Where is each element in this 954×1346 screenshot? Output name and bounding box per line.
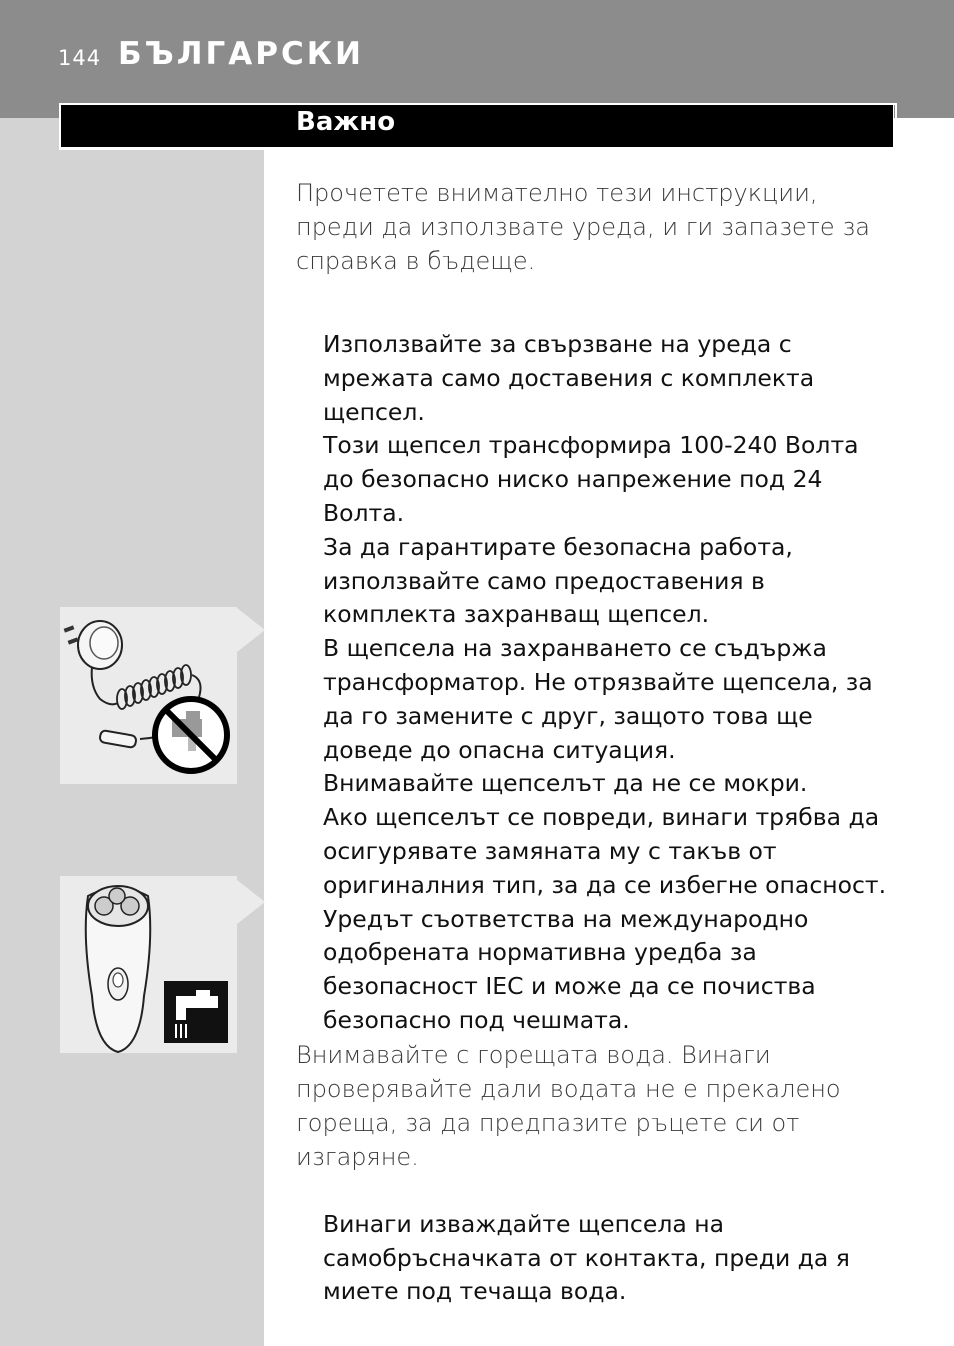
adapter-icon (60, 607, 237, 784)
list-item: Уредът съответства на международно одобрената нормативна уредба за безопасност IEC и може да се почиства безопасно под чешмата. (323, 904, 816, 1034)
list-item: Внимавайте щепселът да не се мокри. (323, 769, 808, 798)
illustration-pointer-2 (237, 880, 265, 924)
list-item: Този щепсел трансформира 100-240 Волта до безопасно ниско напрежение под 24 Волта. (323, 431, 859, 527)
list-item: В щепсела на захранването се съдържа трансформатор. Не отрязвайте щепсела, за да го замените с друг, защото това ще доведе до опасна ситуация. (323, 634, 873, 764)
warm-water-note: Внимавайте с горещата вода. Винаги проверявайте дали водата не е прекалено гореща, за да предпазите ръцете си от изгаряне. (296, 1040, 841, 1171)
adapter-no-water-illustration (60, 607, 237, 784)
shaver-tap-water-illustration (60, 876, 237, 1053)
safety-list-2 (296, 1208, 896, 1309)
page-number: 144 (58, 46, 102, 70)
shaver-icon (60, 876, 237, 1053)
list-item: За да гарантирате безопасна работа, използвайте само предоставения в комплекта захранващ щепсел. (323, 532, 793, 629)
language-title: БЪЛГАРСКИ (118, 36, 364, 72)
content-column (296, 176, 896, 1309)
safety-list-1 (296, 328, 896, 1038)
section-title: Важно (296, 107, 396, 137)
list-item: Използвайте за свързване на уреда с мрежата само доставения с комплекта щепсел. (323, 330, 815, 426)
list-item: Винаги изваждайте щепсела на самобръсначката от контакта, преди да я миете под течаща вода. (323, 1209, 850, 1306)
illustration-pointer-1 (237, 608, 265, 652)
section-bar (60, 104, 894, 148)
intro-paragraph: Прочетете внимателно тези инструкции, преди да използвате уреда, и ги запазете за справка в бъдеще. (296, 179, 870, 275)
list-item: Ако щепселът се повреди, винаги трябва да осигурявате замяната му с такъв от оригиналния тип, за да се избегне опасност. (323, 803, 887, 899)
